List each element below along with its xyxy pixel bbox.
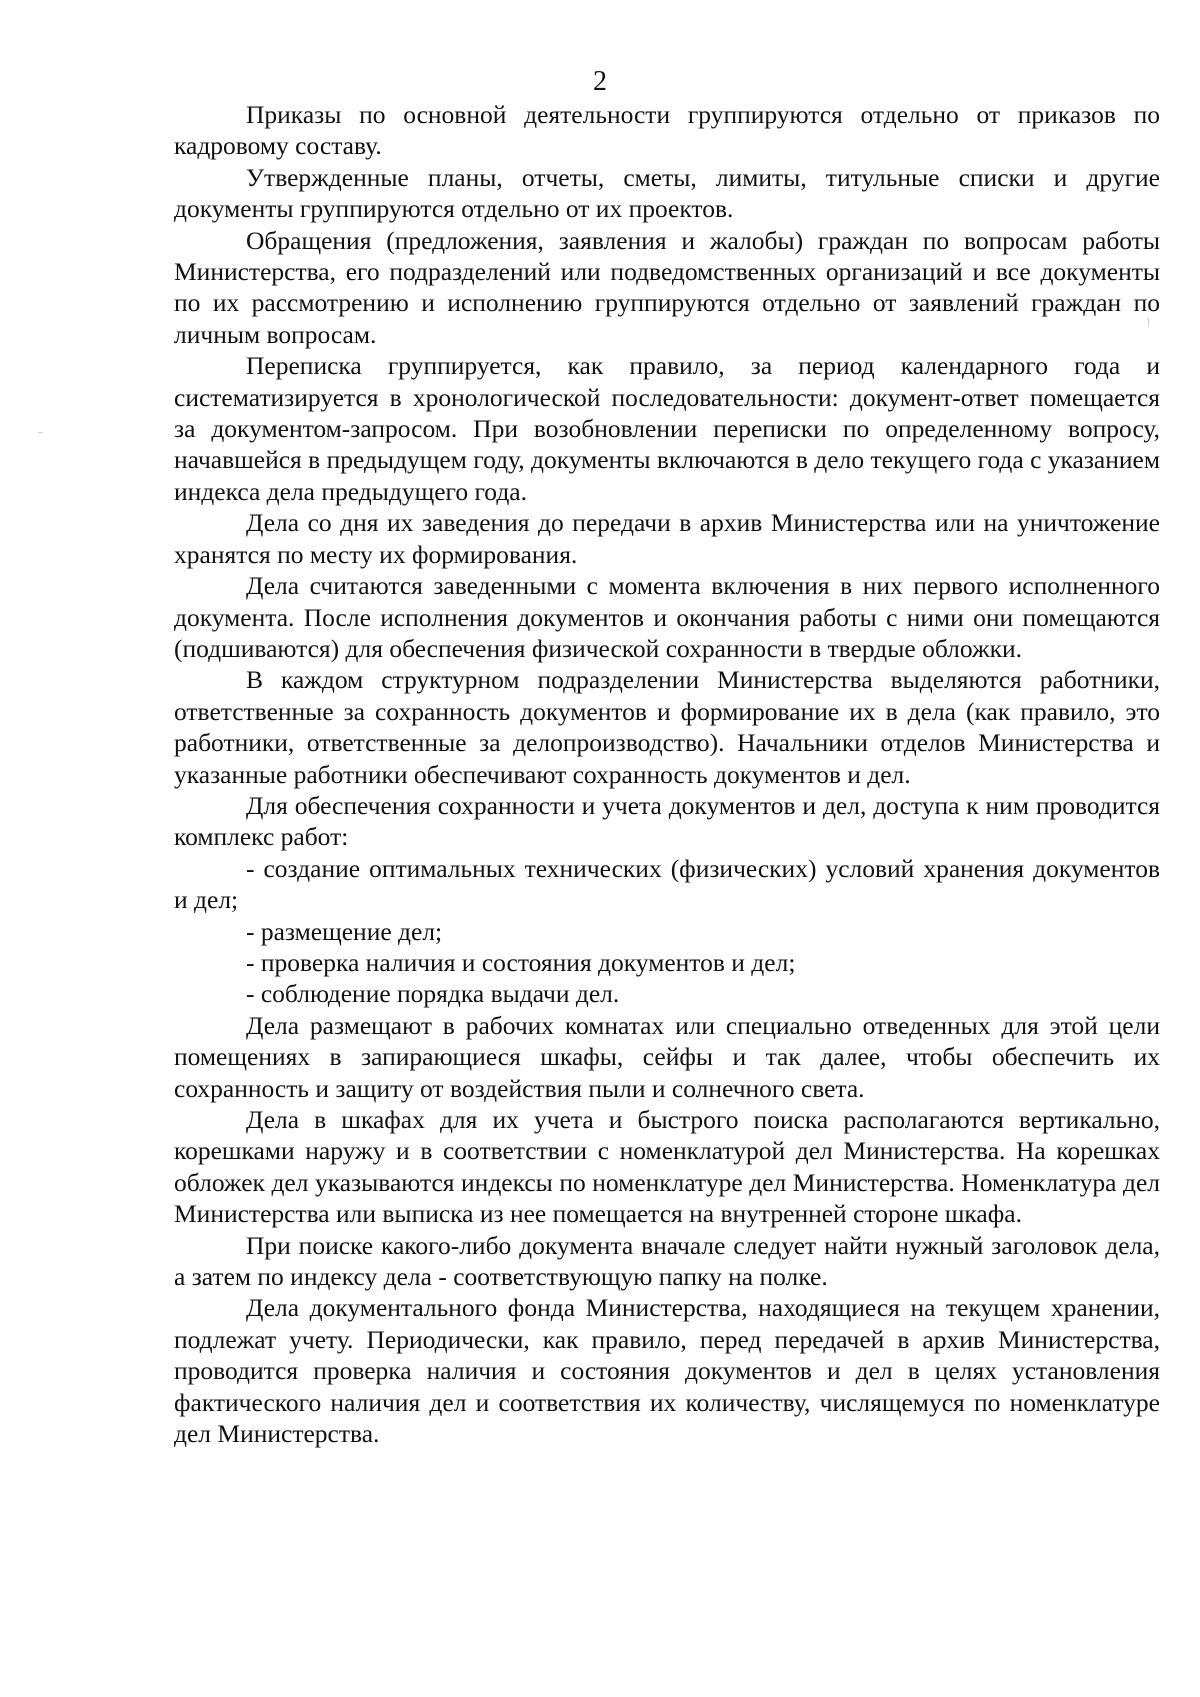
page-number: 2 (593, 66, 607, 97)
scan-mark (1148, 318, 1149, 327)
paragraph-search: При поиске какого-либо документа вначале следует найти нужный заголовок дела, а затем по индексу дела - соответствующую папку на полке. (174, 1230, 1160, 1292)
paragraph-plans-grouping: Утвержденные планы, отчеты, сметы, лимиты, титульные списки и другие документы группируются отдельно от их проектов. (174, 162, 1160, 224)
list-item-conditions: - создание оптимальных технических (физических) условий хранения документов и дел; (174, 853, 1160, 915)
paragraph-cabinet-arrangement: Дела в шкафах для их учета и быстрого поиска располагаются вертикально, корешками наружу и в соответствии с номенклатурой дел Министерства. На корешках обложек дел указываются индексы по номенклатуре дел Министерства. Номенклатура дел Министерства или выписка из нее помещается на внутренней стороне шкафа. (174, 1105, 1160, 1229)
paragraph-responsible-staff: В каждом структурном подразделении Министерства выделяются работники, ответственные за сохранность документов и формирование их в дела (как правило, это работники, ответственные за делопроизводство). Начальники отделов Министерства и указанные работники обеспечивают сохранность документов и дел. (174, 665, 1160, 789)
paragraph-placement-rooms: Дела размещают в рабочих комнатах или специально отведенных для этой цели помещениях в запирающиеся шкафы, сейфы и так далее, чтобы обеспечить их сохранность и защиту от воздействия пыли и солнечного света. (174, 1010, 1160, 1103)
list-item-issuance: - соблюдение порядка выдачи дел. (246, 979, 620, 1009)
paragraph-appeals-grouping: Обращения (предложения, заявления и жалобы) граждан по вопросам работы Министерства, его подразделений или подведомственных организаций и все документы по их рассмотрению и исполнению группируются отдельно от заявлений граждан по личным вопросам. (174, 225, 1160, 349)
paragraph-cases-opened: Дела считаются заведенными с момента включения в них первого исполненного документа. После исполнения документов и окончания работы с ними они помещаются (подшиваются) для обеспечения физической сохранности в твердые обложки. (174, 571, 1160, 663)
document-body (174, 99, 1160, 1449)
paragraph-accounting: Дела документального фонда Министерства, находящиеся на текущем хранении, подлежат учету. Периодически, как правило, перед передачей в архив Министерства, проводится проверка наличия и состояния документов и дел в целях установления фактического наличия дел и соответствия их количеству, числящемуся по номенклатуре дел Министерства. (174, 1293, 1160, 1449)
scan-mark (38, 432, 43, 433)
paragraph-works-intro: Для обеспечения сохранности и учета документов и дел, доступа к ним проводится комплекс работ: (174, 790, 1160, 852)
paragraph-correspondence: Переписка группируется, как правило, за период календарного года и систематизируется в хронологической последовательности: документ-ответ помещается за документом-запросом. При возобновлении переписки по определенному вопросу, начавшейся в предыдущем году, документы включаются в дело текущего года с указанием индекса дела предыдущего года. (174, 351, 1160, 506)
list-item-inspection: - проверка наличия и состояния документов и дел; (246, 947, 796, 977)
paragraph-storage-location: Дела со дня их заведения до передачи в архив Министерства или на уничтожение хранятся по месту их формирования. (174, 508, 1160, 569)
list-item-placement: - размещение дел; (246, 916, 443, 946)
paragraph-orders-grouping: Приказы по основной деятельности группируются отдельно от приказов по кадровому составу. (174, 100, 1160, 161)
